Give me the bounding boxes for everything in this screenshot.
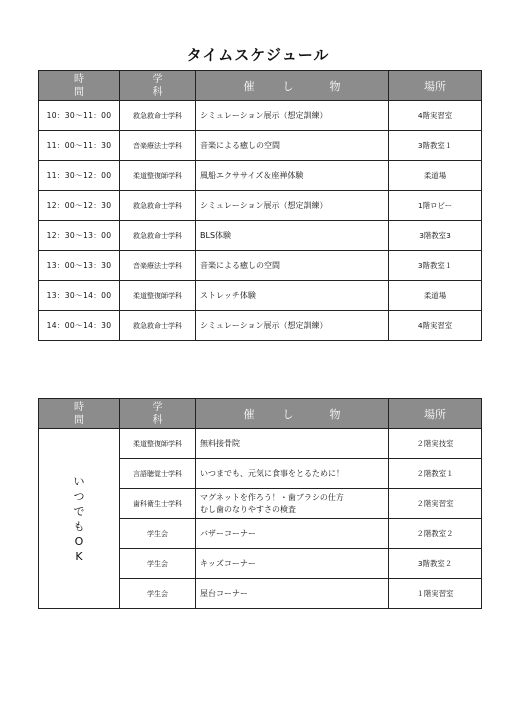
event-cell: ストレッチ体験 (196, 281, 389, 311)
place-cell: ２階実習室 (389, 489, 482, 519)
dept-cell: 歯科衛生士学科 (120, 489, 196, 519)
table-header-row (39, 71, 482, 101)
header-dept: 学 科 (120, 399, 196, 429)
header-place: 場所 (389, 399, 482, 429)
dept-cell: 言語聴覚士学科 (120, 459, 196, 489)
event-cell: 無料接骨院 (196, 429, 389, 459)
time-cell: 12：00～12：30 (39, 191, 120, 221)
header-event: 催 し 物 (196, 399, 389, 429)
page-title: タイムスケジュール (186, 46, 330, 64)
event-cell: マグネットを作ろう！・歯ブラシの仕方 むし歯のなりやすさの検査 (196, 489, 389, 519)
schedule-table-anytime (38, 398, 482, 609)
dept-cell: 学生会 (120, 549, 196, 579)
header-event: 催 し 物 (196, 71, 389, 101)
table-row (39, 311, 482, 341)
table-row (39, 191, 482, 221)
dept-cell: 音楽療法士学科 (120, 251, 196, 281)
dept-cell: 学生会 (120, 579, 196, 609)
place-cell: １階実習室 (389, 579, 482, 609)
event-cell: BLS体験 (196, 221, 389, 251)
event-cell: シミュレーション展示（想定訓練） (196, 311, 389, 341)
place-cell: ２階教室２ (389, 519, 482, 549)
place-cell: 1階ロビー (389, 191, 482, 221)
table-row (39, 161, 482, 191)
dept-cell: 柔道整復師学科 (120, 429, 196, 459)
time-cell: 10：30～11：00 (39, 101, 120, 131)
place-cell: 4階実習室 (389, 101, 482, 131)
dept-cell: 音楽療法士学科 (120, 131, 196, 161)
dept-cell: 柔道整復師学科 (120, 281, 196, 311)
place-cell: ２階実技室 (389, 429, 482, 459)
event-cell: 屋台コーナー (196, 579, 389, 609)
dept-cell: 救急救命士学科 (120, 101, 196, 131)
header-dept: 学 科 (120, 71, 196, 101)
time-cell: 11：30～12：00 (39, 161, 120, 191)
time-cell: 13：30～14：00 (39, 281, 120, 311)
anytime-vertical-text: い つ で も O K (73, 474, 85, 563)
header-time: 時 間 (39, 71, 120, 101)
dept-cell: 柔道整復師学科 (120, 161, 196, 191)
place-cell: 柔道場 (389, 281, 482, 311)
table-row (39, 251, 482, 281)
place-cell: 3階教室２ (389, 549, 482, 579)
event-cell: 風船エクササイズ＆座禅体験 (196, 161, 389, 191)
time-cell: 12：30～13：00 (39, 221, 120, 251)
event-cell: 音楽による癒しの空間 (196, 131, 389, 161)
place-cell: 4階実習室 (389, 311, 482, 341)
event-cell: シミュレーション展示（想定訓練） (196, 101, 389, 131)
table-row (39, 101, 482, 131)
dept-cell: 救急救命士学科 (120, 191, 196, 221)
place-cell: 柔道場 (389, 161, 482, 191)
table-row (39, 221, 482, 251)
place-cell: ２階教室１ (389, 459, 482, 489)
event-cell: シミュレーション展示（想定訓練） (196, 191, 389, 221)
schedule-table-timed (38, 70, 482, 341)
table-row (39, 131, 482, 161)
dept-cell: 学生会 (120, 519, 196, 549)
anytime-cell (39, 429, 120, 609)
time-cell: 14：00～14：30 (39, 311, 120, 341)
table-row (39, 429, 482, 459)
time-cell: 13：00～13：30 (39, 251, 120, 281)
time-cell: 11：00～11：30 (39, 131, 120, 161)
table-row (39, 281, 482, 311)
place-cell: 3階教室3 (389, 221, 482, 251)
header-place: 場所 (389, 71, 482, 101)
event-cell: 音楽による癒しの空間 (196, 251, 389, 281)
place-cell: 3階教室１ (389, 251, 482, 281)
event-cell: キッズコーナー (196, 549, 389, 579)
table-header-row (39, 399, 482, 429)
dept-cell: 救急救命士学科 (120, 221, 196, 251)
dept-cell: 救急救命士学科 (120, 311, 196, 341)
header-time: 時 間 (39, 399, 120, 429)
place-cell: 3階教室１ (389, 131, 482, 161)
event-cell: いつまでも、元気に食事をとるために！ (196, 459, 389, 489)
event-cell: バザーコーナー (196, 519, 389, 549)
